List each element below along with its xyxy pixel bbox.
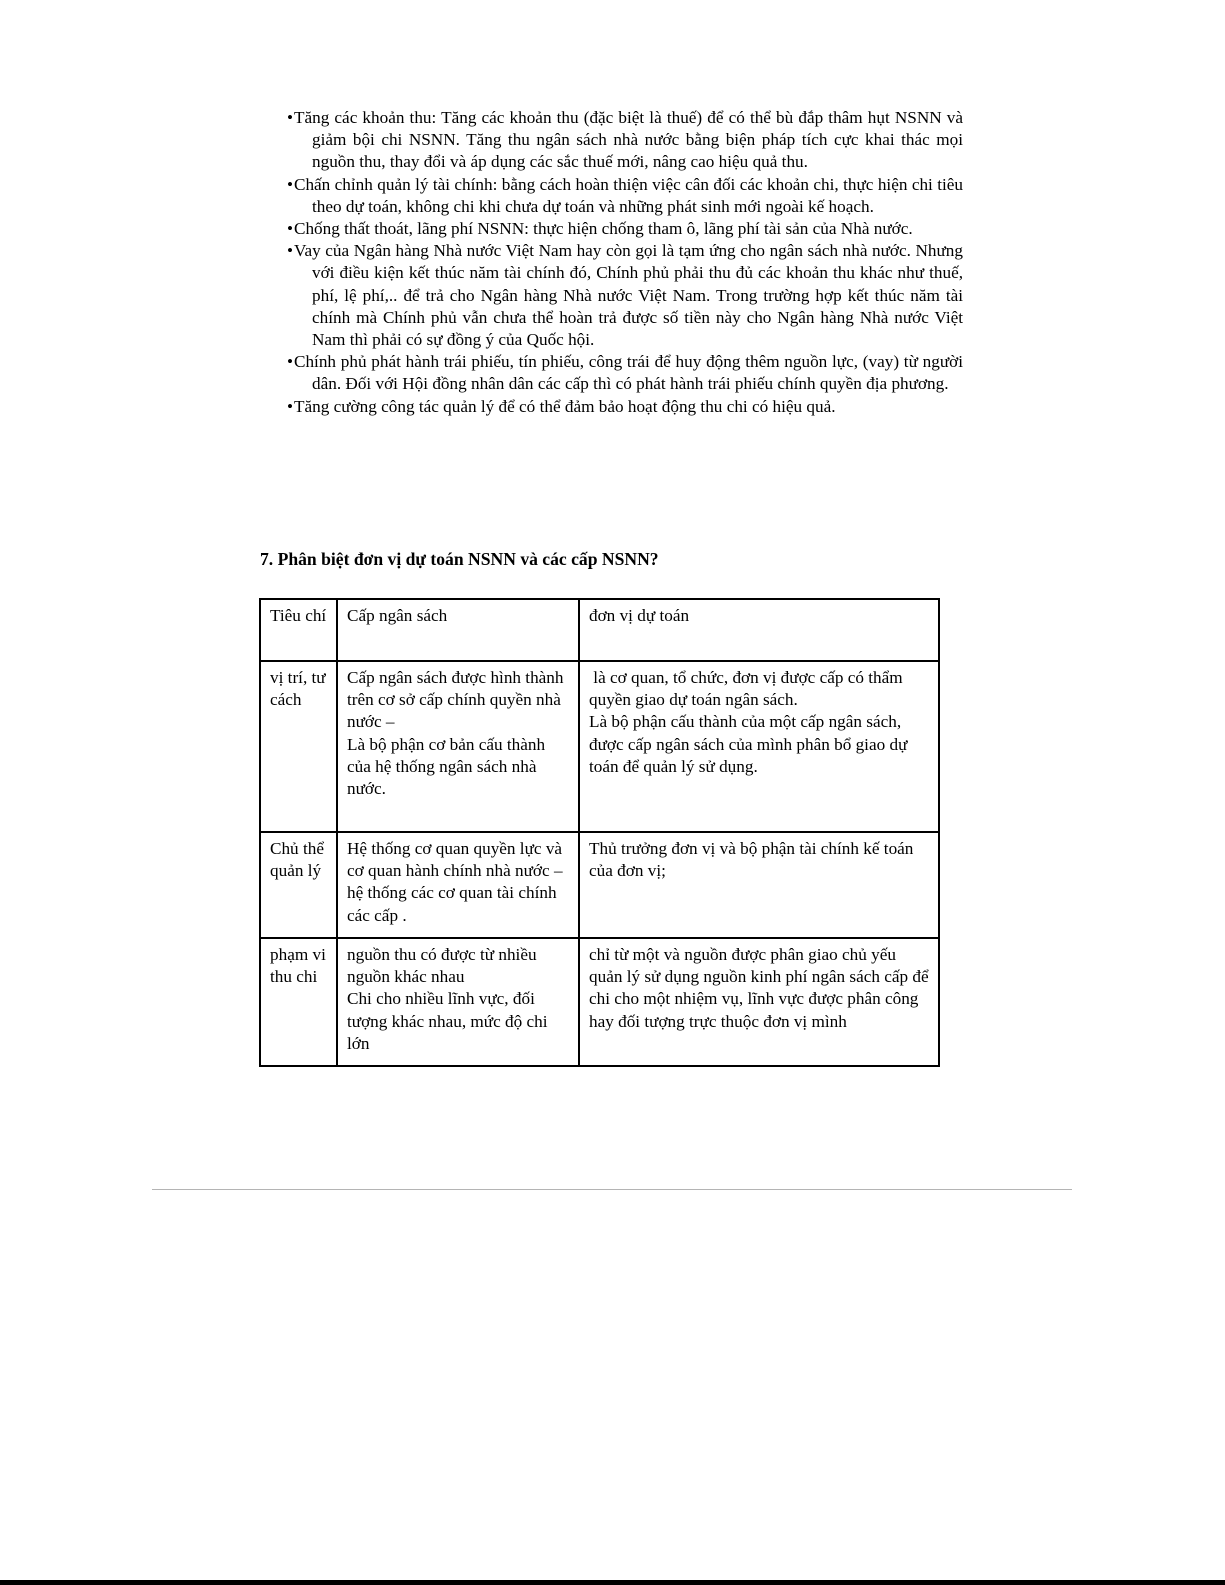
table-header-row — [260, 599, 939, 661]
budget-unit-cell — [579, 832, 939, 938]
header-cell-budget-level: Cấp ngân sách — [337, 599, 579, 661]
cell-line: Là bộ phận cơ bản cấu thành của hệ thống ngân sách nhà nước. — [347, 734, 546, 799]
table-row — [260, 832, 939, 938]
row-criterion-cell: Chủ thể quản lý — [260, 832, 337, 938]
page-divider — [152, 1189, 1072, 1190]
bullet-item: •Chống thất thoát, lãng phí NSNN: thực hiện chống tham ô, lãng phí tài sản của Nhà nước. — [287, 219, 913, 239]
budget-unit-cell — [579, 661, 939, 832]
bottom-edge-bar — [0, 1580, 1225, 1585]
section-heading: 7. Phân biệt đơn vị dự toán NSNN và các cấp NSNN? — [260, 549, 659, 569]
bullet-list — [287, 107, 963, 418]
bullet-item: •Tăng các khoản thu: Tăng các khoản thu (đặc biệt là thuế) để có thể bù đắp thâm hụt NSNN và giảm bội chi NSNN. Tăng thu ngân sách nhà nước bằng biện pháp tích cực khai thác mọi nguồn thu, thay đổi và áp dụng các sắc thuế mới, nâng cao hiệu quả thu. — [287, 108, 963, 172]
budget-level-cell — [337, 661, 579, 832]
comparison-table — [259, 598, 940, 1067]
cell-line: Là bộ phận cấu thành của một cấp ngân sách, được cấp ngân sách của mình phân bổ giao dự toán để quản lý sử dụng. — [589, 712, 908, 776]
bullet-item: •Vay của Ngân hàng Nhà nước Việt Nam hay còn gọi là tạm ứng cho ngân sách nhà nước. Nhưng với điều kiện kết thúc năm tài chính đó, Chính phủ phải thu đủ các khoản thu khác như thuế, phí, lệ phí,.. để trả cho Ngân hàng Nhà nước Việt Nam. Trong trường hợp kết thúc năm tài chính mà Chính phủ vẫn chưa thể hoàn trả được số tiền này cho Ngân hàng Nhà nước Việt Nam thì phải có sự đồng ý của Quốc hội. — [287, 241, 963, 350]
bullet-item: •Chấn chỉnh quản lý tài chính: bằng cách hoàn thiện việc cân đối các khoản chi, thực hiện chi tiêu theo dự toán, không chi khi chưa dự toán và những phát sinh mới ngoài kế hoạch. — [287, 174, 963, 216]
cell-line: Thủ trưởng đơn vị và bộ phận tài chính kế toán của đơn vị; — [589, 839, 914, 881]
cell-line: chỉ từ một và nguồn được phân giao chủ yếu quản lý sử dụng nguồn kinh phí ngân sách cấp để chi cho một nhiệm vụ, lĩnh vực được phân công hay đối tượng trực thuộc đơn vị mình — [589, 945, 929, 1031]
table-row — [260, 938, 939, 1066]
row-criterion-cell: vị trí, tư cách — [260, 661, 337, 832]
bullet-item: •Tăng cường công tác quản lý để có thể đảm bảo hoạt động thu chi có hiệu quả. — [287, 396, 836, 416]
row-criterion-cell: phạm vi thu chi — [260, 938, 337, 1066]
cell-line: là cơ quan, tổ chức, đơn vị được cấp có thẩm quyền giao dự toán ngân sách. — [589, 668, 907, 710]
table-row — [260, 661, 939, 832]
cell-line: Cấp ngân sách được hình thành trên cơ sở cấp chính quyền nhà nước – — [347, 668, 564, 732]
cell-line: Chi cho nhiều lĩnh vực, đối tượng khác nhau, mức độ chi lớn — [347, 989, 548, 1053]
budget-unit-cell — [579, 938, 939, 1066]
budget-level-cell — [337, 832, 579, 938]
header-cell-budget-unit: đơn vị dự toán — [579, 599, 939, 661]
cell-line: nguồn thu có được từ nhiều nguồn khác nhau — [347, 945, 537, 987]
bullet-item: •Chính phủ phát hành trái phiếu, tín phiếu, công trái để huy động thêm nguồn lực, (vay) từ người dân. Đối với Hội đồng nhân dân các cấp thì có phát hành trái phiếu chính quyền địa phương. — [287, 352, 963, 394]
header-cell-criterion: Tiêu chí — [260, 599, 337, 661]
cell-line: Hệ thống cơ quan quyền lực và cơ quan hành chính nhà nước – hệ thống các cơ quan tài chính các cấp . — [347, 839, 563, 925]
budget-level-cell — [337, 938, 579, 1066]
